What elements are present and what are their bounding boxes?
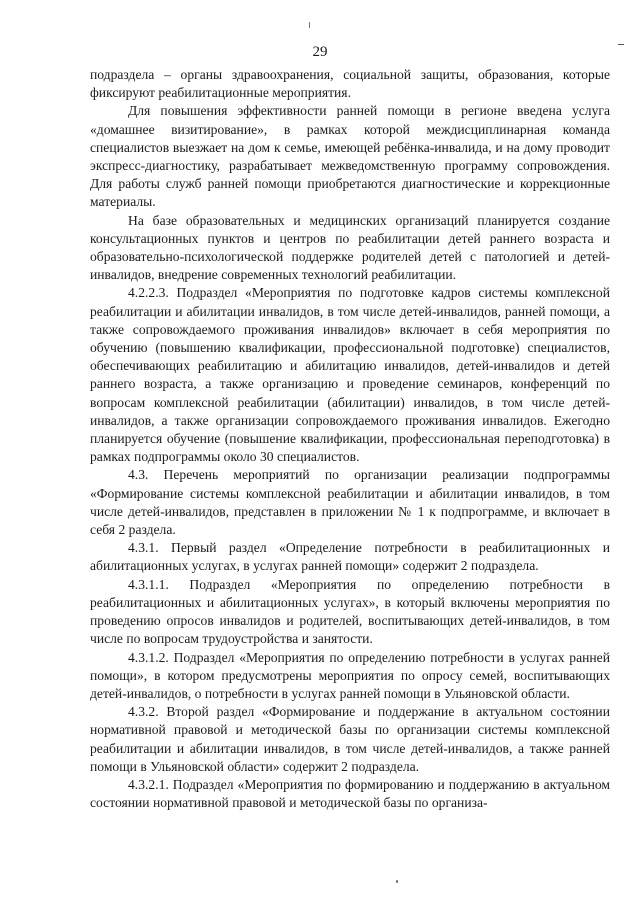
paragraph: 4.3.1.2. Подраздел «Мероприятия по определению потребности в услугах ранней помощи», в котором предусмотрены мероприятия по опросу семей, воспитывающих детей-инвалидов, о потребности в услугах ранней помощи в Ульяновской области.	[90, 649, 610, 701]
document-body	[90, 66, 610, 812]
paragraph: 4.3.2.1. Подраздел «Мероприятия по формированию и поддержанию в актуальном состоянии нормативной правовой и методической базы по организа-	[90, 776, 610, 811]
paragraph: Для повышения эффективности ранней помощи в регионе введена услуга «домашнее визитирование», в рамках которой междисциплинарная команда специалистов выезжает на дом к семье, имеющей ребёнка-инвалида, и на дому проводит экспресс-диагностику, разрабатывает межведомственную программу сопровождения. Для работы служб ранней помощи приобретаются диагностические и коррекционные материалы.	[90, 103, 610, 210]
paragraph: 4.3. Перечень мероприятий по организации реализации подпрограммы «Формирование системы комплексной реабилитации и абилитации инвалидов, в том числе детей-инвалидов, представлен в приложении № 1 к подпрограмме, и включает в себя 2 раздела.	[90, 467, 610, 538]
paragraph: 4.3.1. Первый раздел «Определение потребности в реабилитационных и абилитационных услугах, в услугах ранней помощи» содержит 2 подраздела.	[90, 540, 610, 574]
paragraph: 4.2.2.3. Подраздел «Мероприятия по подготовке кадров системы комплексной реабилитации и абилитации инвалидов, в том числе детей-инвалидов, ранней помощи, а также сопровождаемого проживания инвалидов» включает в себя мероприятия по обучению (повышению квалификации, профессиональной подготовке) специалистов, обеспечивающих реабилитацию и абилитацию инвалидов, детей-инвалидов и детей раннего возраста, а также организацию и проведение семинаров, конференций по вопросам комплексной реабилитации (абилитации) инвалидов, в том числе детей-инвалидов, а также организации сопровождаемого проживания инвалидов. Ежегодно планируется обучение (повышение квалификации, профессиональная переподготовка) в рамках подпрограммы около 30 специалистов.	[90, 285, 610, 465]
paragraph: На базе образовательных и медицинских организаций планируется создание консультационных пунктов и центров по реабилитации детей раннего возраста и образовательно-психологической поддержке родителей детей с патологией и детей-инвалидов, внедрение современных технологий реабилитации.	[90, 212, 610, 283]
paragraph: 4.3.1.1. Подраздел «Мероприятия по определению потребности в реабилитационных и абилитационных услугах», в который включены мероприятия по проведению опросов инвалидов и родителей, воспитывающих детей-инвалидов, в том числе по вопросам трудоустройства и занятости.	[90, 576, 610, 647]
page-number: 29	[312, 44, 328, 60]
scan-speck	[396, 880, 398, 883]
paragraph: 4.3.2. Второй раздел «Формирование и поддержание в актуальном состоянии нормативной правовой и методической базы по организации системы комплексной реабилитации и абилитации инвалидов, в том числе детей-инвалидов, а также ранней помощи в Ульяновской области» содержит 2 подраздела.	[90, 704, 610, 774]
scan-tick-mark	[309, 22, 310, 28]
paragraph: подраздела – органы здравоохранения, социальной защиты, образования, которые фиксируют реабилитационные мероприятия.	[90, 67, 610, 101]
